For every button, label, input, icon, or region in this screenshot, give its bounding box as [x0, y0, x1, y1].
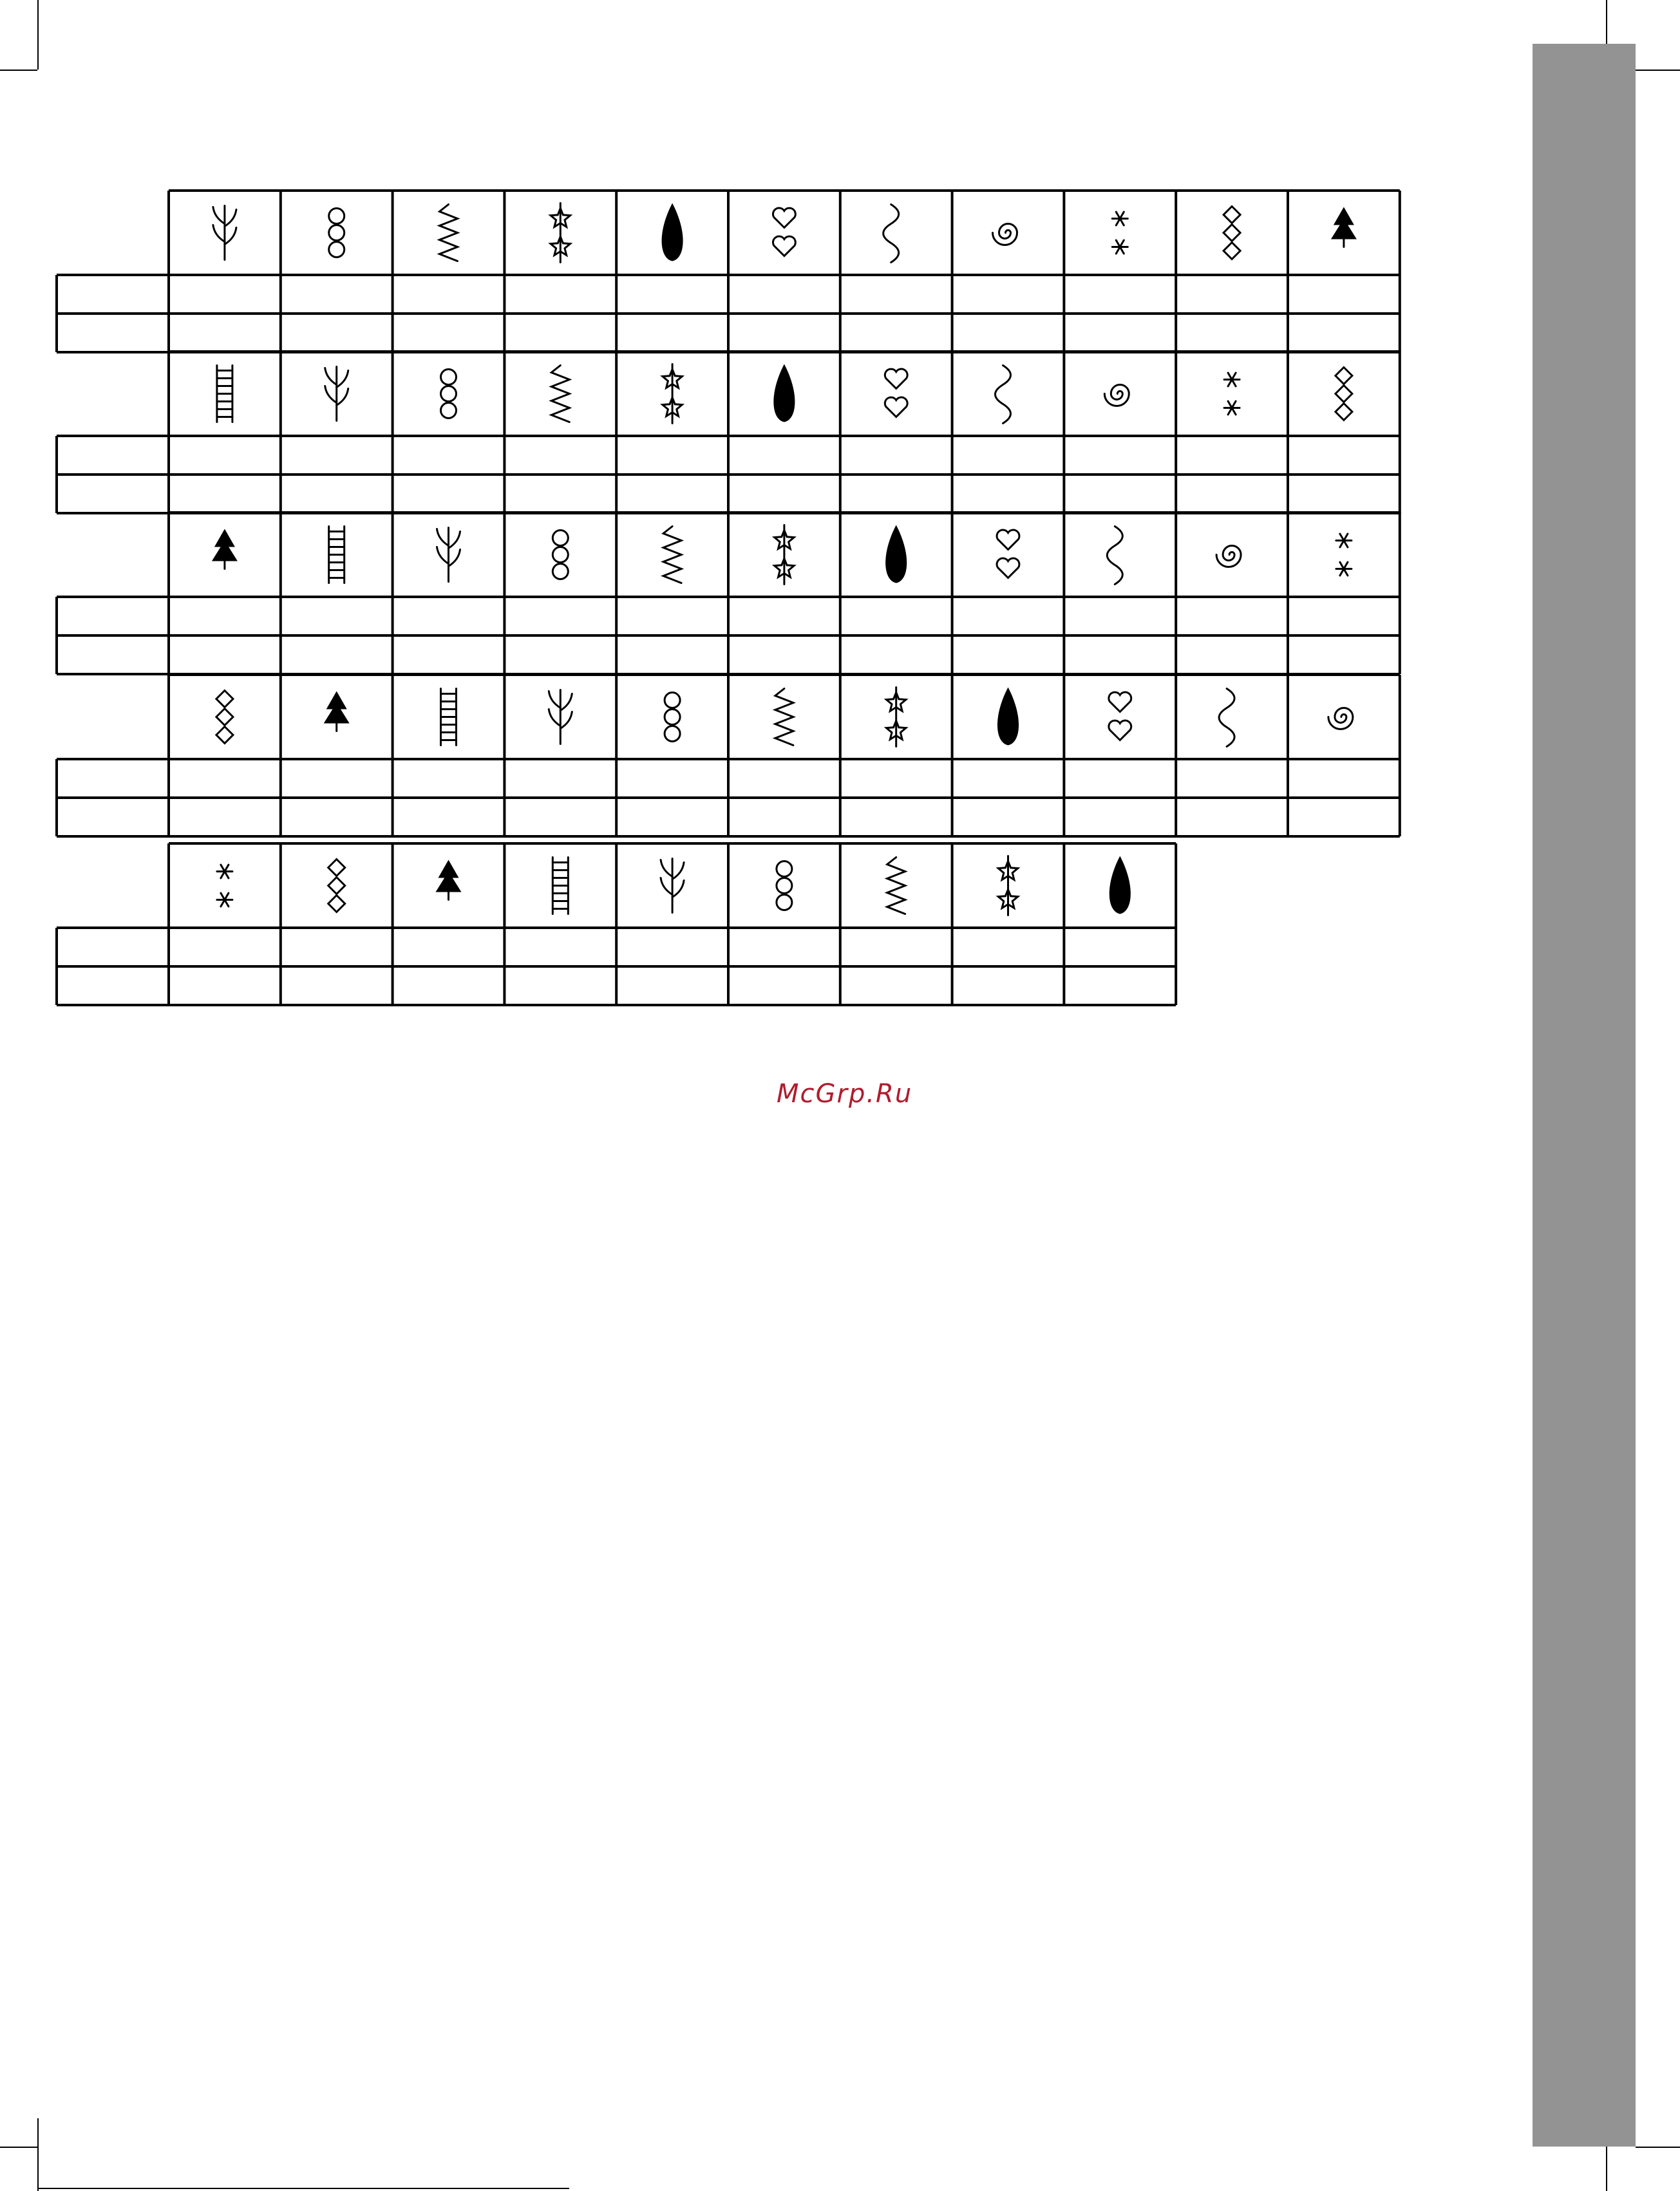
butterfly-stitch-icon	[665, 693, 680, 742]
stitch-label-cell	[504, 966, 616, 1005]
stitch-label-cell	[57, 798, 169, 836]
stitch-label-cell	[840, 275, 952, 314]
stitch-label-cell	[840, 966, 952, 1005]
feather-stitch-icon	[883, 205, 899, 263]
stitch-label-cell	[504, 314, 616, 352]
stitch-label-cell	[169, 635, 281, 674]
stitch-label-cell	[281, 798, 393, 836]
cottage-stitch-icon	[1328, 708, 1353, 729]
heart-bar-stitch-icon	[549, 690, 572, 744]
stitch-label-cell	[952, 436, 1064, 475]
stitch-label-cell	[57, 635, 169, 674]
stitch-label-cell	[728, 966, 840, 1005]
stitch-label-cell	[393, 928, 505, 966]
stitch-label-cell	[393, 635, 505, 674]
stitch-label-cell	[169, 759, 281, 798]
stitch-label-cell	[1288, 314, 1400, 352]
stitch-label-cell	[504, 635, 616, 674]
stitch-label-cell	[840, 436, 952, 475]
stitch-label-cell	[281, 966, 393, 1005]
apple-stitch-icon	[997, 688, 1019, 746]
stitch-label-cell	[840, 759, 952, 798]
stitch-label-cell	[169, 475, 281, 513]
diamond-ornament-stitch-icon	[436, 860, 462, 900]
stitch-label-cell	[504, 759, 616, 798]
stitch-label-cell	[1064, 635, 1176, 674]
holly-stitch-icon	[662, 203, 683, 261]
snowflake-stitch-icon	[663, 527, 681, 583]
stitch-label-cell	[952, 759, 1064, 798]
stitch-label-cell	[281, 759, 393, 798]
triple-circle-stitch-icon	[325, 367, 348, 421]
heart-outline-stitch-icon	[441, 689, 457, 746]
zigzag-fan-stitch-icon	[441, 370, 457, 418]
stitch-label-cell	[281, 275, 393, 314]
satin-bar-stitch-icon	[661, 859, 684, 913]
stitch-label-cell	[1176, 635, 1288, 674]
stitch-label-cell	[169, 798, 281, 836]
stitch-label-cell	[952, 275, 1064, 314]
crown-stitch-icon	[552, 858, 568, 914]
stitch-label-cell	[616, 597, 728, 635]
stitch-label-cell	[1288, 798, 1400, 836]
stitch-label-cell	[728, 928, 840, 966]
shield-stitch-icon	[437, 528, 460, 582]
stitch-label-cell	[840, 635, 952, 674]
raindrop-stitch-icon	[773, 208, 795, 256]
floral-cross-stitch-icon	[1336, 534, 1352, 576]
stitch-label-cell	[1064, 966, 1176, 1005]
stitch-label-cell	[504, 597, 616, 635]
stitch-label-cell	[616, 314, 728, 352]
stitch-label-cell	[281, 436, 393, 475]
stitch-label-cell	[393, 436, 505, 475]
stitch-block	[57, 675, 1400, 836]
stitch-label-cell	[728, 314, 840, 352]
pear-stitch-icon	[1109, 692, 1131, 740]
stitch-label-cell	[393, 275, 505, 314]
hourglass-satin-stitch-icon	[887, 858, 905, 914]
stitch-label-cell	[616, 436, 728, 475]
cloud-bar-stitch-icon	[328, 860, 345, 912]
stitch-block	[57, 352, 1400, 513]
scroll-loops-stitch-icon	[440, 205, 458, 261]
swirl-scroll-stitch-icon	[775, 525, 794, 585]
ribbon-bow-stitch-icon	[1223, 207, 1240, 259]
stitch-label-cell	[281, 314, 393, 352]
stitch-label-cell	[57, 314, 169, 352]
stitch-label-cell	[393, 314, 505, 352]
stitch-label-cell	[169, 314, 281, 352]
stitch-label-cell	[1288, 275, 1400, 314]
stitch-label-cell	[57, 928, 169, 966]
stitch-label-cell	[1288, 597, 1400, 635]
stitch-label-cell	[1176, 436, 1288, 475]
stitch-label-cell	[616, 475, 728, 513]
stitch-label-cell	[169, 966, 281, 1005]
stitch-label-cell	[57, 436, 169, 475]
fern-stitch-icon	[551, 203, 570, 263]
stitch-label-cell	[728, 759, 840, 798]
stitch-label-cell	[616, 966, 728, 1005]
stitch-label-cell	[840, 597, 952, 635]
stitch-label-cell	[1176, 314, 1288, 352]
satin-zigzag-stitch-icon	[1107, 527, 1122, 585]
stitch-label-cell	[169, 436, 281, 475]
cross-stitch-icon	[552, 531, 568, 579]
stitch-label-cell	[57, 759, 169, 798]
stitch-label-cell	[393, 966, 505, 1005]
stitch-label-cell	[169, 275, 281, 314]
stitch-label-cell	[952, 314, 1064, 352]
stitch-label-cell	[1064, 798, 1176, 836]
stitch-label-cell	[1288, 759, 1400, 798]
stitch-label-cell	[616, 928, 728, 966]
stitch-label-cell	[1176, 275, 1288, 314]
stitch-label-cell	[1064, 275, 1176, 314]
stitch-label-cell	[281, 635, 393, 674]
stitch-label-cell	[952, 597, 1064, 635]
stitch-label-cell	[1064, 475, 1176, 513]
leaf-branch-stitch-icon	[213, 206, 236, 260]
stitch-label-cell	[504, 275, 616, 314]
stitch-label-cell	[169, 928, 281, 966]
stitch-label-cell	[1176, 475, 1288, 513]
stitch-label-cell	[57, 966, 169, 1005]
clover-stitch-icon	[1104, 385, 1129, 406]
watermark: McGrp.Ru	[777, 1079, 913, 1109]
stitch-label-cell	[840, 314, 952, 352]
arrow-branch-stitch-icon	[1336, 368, 1352, 420]
dragonfly-stitch-icon	[775, 689, 793, 746]
stitch-label-cell	[952, 635, 1064, 674]
stitch-label-cell	[952, 966, 1064, 1005]
stitch-label-cell	[728, 798, 840, 836]
stitch-label-cell	[504, 436, 616, 475]
stitch-label-cell	[1064, 597, 1176, 635]
stitch-label-cell	[504, 928, 616, 966]
stitch-label-cell	[728, 436, 840, 475]
stitch-label-cell	[952, 475, 1064, 513]
stitch-label-cell	[1064, 436, 1176, 475]
spiral-stitch-icon	[997, 530, 1019, 578]
stitch-label-cell	[393, 597, 505, 635]
stitch-label-cell	[728, 475, 840, 513]
stitch-label-cell	[57, 475, 169, 513]
wave-stitch-icon	[885, 525, 907, 583]
stitch-label-cell	[281, 597, 393, 635]
flower-vine-stitch-icon	[1331, 207, 1357, 247]
stitch-label-cell	[393, 475, 505, 513]
stitch-label-cell	[504, 798, 616, 836]
stitch-label-cell	[1176, 597, 1288, 635]
zigzag-column-stitch-icon	[212, 529, 238, 569]
stitch-label-cell	[169, 597, 281, 635]
stitch-label-cell	[1064, 759, 1176, 798]
asterisk-stitch-icon	[663, 364, 682, 424]
heart-border-stitch-icon	[1224, 373, 1240, 415]
stitch-block	[57, 843, 1176, 1005]
heart-filled-stitch-icon	[216, 691, 233, 744]
stitch-label-cell	[616, 798, 728, 836]
stitch-label-cell	[616, 635, 728, 674]
satin-flame-stitch-icon	[324, 691, 350, 731]
tulip-stitch-icon	[1112, 212, 1128, 254]
brick-ladder-stitch-icon	[1109, 856, 1131, 914]
stitch-label-cell	[393, 798, 505, 836]
diamond-chain-stitch-icon	[329, 527, 344, 583]
stitch-label-cell	[840, 475, 952, 513]
stitch-label-cell	[1064, 928, 1176, 966]
stitch-label-cell	[1288, 635, 1400, 674]
stitch-label-cell	[1288, 475, 1400, 513]
stitch-label-cell	[728, 275, 840, 314]
figure-eight-stitch-icon	[996, 366, 1011, 424]
stitch-label-cell	[504, 475, 616, 513]
house-stitch-icon	[1219, 689, 1234, 747]
stitch-label-cell	[728, 597, 840, 635]
pine-tree-stitch-icon	[998, 856, 1017, 916]
leaf-vine-stitch-icon	[329, 209, 344, 258]
stitch-label-cell	[57, 597, 169, 635]
stitch-label-cell	[1176, 798, 1288, 836]
double-star-stitch-icon	[551, 366, 569, 422]
stitch-block	[57, 512, 1400, 674]
s-curve-stitch-icon	[1216, 546, 1241, 567]
stitch-label-cell	[840, 928, 952, 966]
stitch-label-cell	[1288, 436, 1400, 475]
stitch-label-cell	[1176, 759, 1288, 798]
stitch-label-cell	[616, 275, 728, 314]
s-loop-stitch-icon	[887, 688, 906, 747]
stitch-block	[57, 191, 1400, 352]
satin-oval-stitch-icon	[773, 364, 795, 422]
stitch-label-cell	[728, 635, 840, 674]
stitch-label-cell	[57, 275, 169, 314]
stitch-label-cell	[616, 759, 728, 798]
stitch-label-cell	[281, 475, 393, 513]
cross-satin-stitch-icon	[777, 861, 792, 910]
side-leaf-stitch-icon	[217, 366, 232, 422]
stitch-label-cell	[281, 928, 393, 966]
stitch-label-cell	[952, 928, 1064, 966]
stitch-label-cell	[840, 798, 952, 836]
cloud-stitch-icon	[217, 865, 232, 907]
star-stitch-icon	[993, 224, 1017, 245]
stitch-label-cell	[952, 798, 1064, 836]
stitch-label-cell	[1064, 314, 1176, 352]
bell-stitch-icon	[885, 369, 907, 417]
stitch-label-cell	[393, 759, 505, 798]
